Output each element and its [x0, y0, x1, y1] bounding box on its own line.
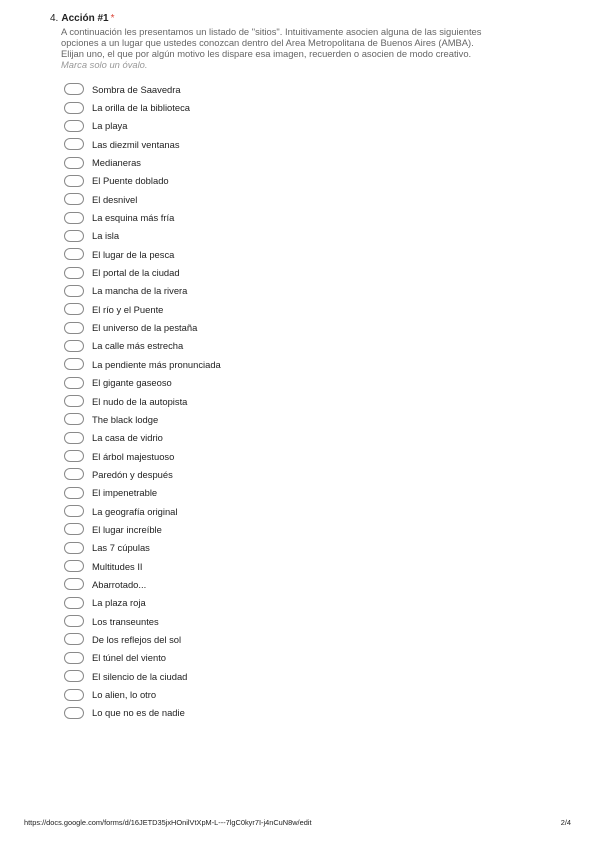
radio-option[interactable]	[64, 612, 464, 630]
radio-oval[interactable]	[64, 230, 84, 242]
radio-option-label: La geografía original	[92, 505, 178, 517]
description-line: A continuación les presentamos un listado de "sitios". Intuitivamente asocien alguna de las siguientes	[61, 26, 482, 37]
radio-option[interactable]	[64, 227, 464, 245]
radio-oval[interactable]	[64, 542, 84, 554]
radio-oval[interactable]	[64, 267, 84, 279]
footer-url: https://docs.google.com/forms/d/16JETD35jxHOnilVtXpM-L---7lgC0kyr7I-j4nCuN8w/edit	[24, 818, 312, 827]
radio-option-label: El portal de la ciudad	[92, 267, 180, 279]
radio-option[interactable]	[64, 484, 464, 502]
radio-oval[interactable]	[64, 175, 84, 187]
radio-option-label: Las diezmil ventanas	[92, 138, 180, 150]
radio-option-label: Paredón y después	[92, 468, 173, 480]
radio-option[interactable]	[64, 539, 464, 557]
radio-option[interactable]	[64, 117, 464, 135]
radio-option-label: Abarrotado...	[92, 578, 147, 590]
radio-option[interactable]	[64, 520, 464, 538]
radio-option-label: La calle más estrecha	[92, 340, 184, 352]
radio-option-label: El nudo de la autopista	[92, 395, 188, 407]
radio-oval[interactable]	[64, 413, 84, 425]
description-line: opciones a un lugar que ustedes conozcan dentro del Area Metropolitana de Buenos Aires (AMBA).	[61, 37, 474, 48]
radio-option-label: De los reflejos del sol	[92, 633, 182, 645]
radio-oval[interactable]	[64, 487, 84, 499]
radio-option[interactable]	[64, 300, 464, 318]
radio-oval[interactable]	[64, 322, 84, 334]
radio-option[interactable]	[64, 190, 464, 208]
radio-option-label: Lo alien, lo otro	[92, 689, 157, 701]
radio-option-label: La mancha de la rivera	[92, 285, 188, 297]
radio-option[interactable]	[64, 594, 464, 612]
radio-option[interactable]	[64, 465, 464, 483]
radio-option[interactable]	[64, 575, 464, 593]
radio-option[interactable]	[64, 245, 464, 263]
radio-oval[interactable]	[64, 212, 84, 224]
radio-option[interactable]	[64, 153, 464, 171]
radio-oval[interactable]	[64, 450, 84, 462]
radio-option[interactable]	[64, 429, 464, 447]
radio-oval[interactable]	[64, 633, 84, 645]
radio-oval[interactable]	[64, 358, 84, 370]
radio-oval[interactable]	[64, 505, 84, 517]
radio-option[interactable]	[64, 135, 464, 153]
radio-oval[interactable]	[64, 578, 84, 590]
radio-option-label: La isla	[92, 230, 120, 242]
radio-option-label: El gigante gaseoso	[92, 377, 172, 389]
radio-option[interactable]	[64, 318, 464, 336]
radio-option-label: El Puente doblado	[92, 175, 169, 187]
radio-option-label: El silencio de la ciudad	[92, 670, 188, 682]
radio-option-label: La playa	[92, 120, 128, 132]
radio-oval[interactable]	[64, 670, 84, 682]
radio-option[interactable]	[64, 98, 464, 116]
question-name: Acción #1	[61, 13, 109, 24]
description-line: Elijan uno, el que por algún motivo les dispare esa imagen, recuerden o asocien de modo creativo.	[61, 48, 472, 59]
radio-oval[interactable]	[64, 468, 84, 480]
radio-oval[interactable]	[64, 652, 84, 664]
radio-option[interactable]	[64, 502, 464, 520]
question-hint: Marca solo un óvalo.	[61, 59, 148, 70]
radio-option-label: El universo de la pestaña	[92, 322, 198, 334]
radio-oval[interactable]	[64, 597, 84, 609]
question-number: 4.	[50, 13, 59, 24]
radio-option[interactable]	[64, 355, 464, 373]
radio-option[interactable]	[64, 685, 464, 703]
radio-option[interactable]	[64, 80, 464, 98]
radio-option-label: La plaza roja	[92, 597, 146, 609]
radio-option-label: El lugar increíble	[92, 523, 162, 535]
radio-option-label: El árbol majestuoso	[92, 450, 175, 462]
radio-option[interactable]	[64, 410, 464, 428]
radio-option-label: Las 7 cúpulas	[92, 542, 150, 554]
radio-oval[interactable]	[64, 120, 84, 132]
radio-option[interactable]	[64, 667, 464, 685]
question-title	[50, 12, 570, 25]
radio-option[interactable]	[64, 337, 464, 355]
radio-oval[interactable]	[64, 138, 84, 150]
radio-option-label: Multitudes II	[92, 560, 143, 572]
page-footer	[24, 818, 571, 827]
radio-option-label: Lo que no es de nadie	[92, 707, 185, 719]
radio-option[interactable]	[64, 282, 464, 300]
radio-option-label: La esquina más fría	[92, 212, 175, 224]
radio-option-label: El río y el Puente	[92, 303, 164, 315]
radio-option-label: La orilla de la biblioteca	[92, 102, 190, 114]
radio-oval[interactable]	[64, 248, 84, 260]
radio-option[interactable]	[64, 557, 464, 575]
radio-option-label: The black lodge	[92, 413, 159, 425]
radio-option-label: Los transeuntes	[92, 615, 159, 627]
radio-option-label: El lugar de la pesca	[92, 248, 175, 260]
question-block	[50, 12, 570, 70]
radio-oval[interactable]	[64, 303, 84, 315]
radio-option-label: Medianeras	[92, 157, 141, 169]
radio-oval[interactable]	[64, 560, 84, 572]
radio-oval[interactable]	[64, 689, 84, 701]
radio-option[interactable]	[64, 374, 464, 392]
radio-option[interactable]	[64, 263, 464, 281]
required-marker: *	[110, 13, 115, 24]
radio-option[interactable]	[64, 649, 464, 667]
radio-oval[interactable]	[64, 83, 84, 95]
radio-oval[interactable]	[64, 102, 84, 114]
radio-option[interactable]	[64, 447, 464, 465]
radio-option-label: El desnivel	[92, 193, 138, 205]
radio-oval[interactable]	[64, 523, 84, 535]
radio-oval[interactable]	[64, 707, 84, 719]
radio-oval[interactable]	[64, 377, 84, 389]
radio-oval[interactable]	[64, 340, 84, 352]
radio-option-label: La pendiente más pronunciada	[92, 358, 221, 370]
radio-oval[interactable]	[64, 432, 84, 444]
radio-option[interactable]	[64, 630, 464, 648]
radio-option-label: Sombra de Saavedra	[92, 83, 181, 95]
question-description	[61, 26, 516, 59]
radio-option[interactable]	[64, 208, 464, 226]
radio-oval[interactable]	[64, 285, 84, 297]
radio-options-list	[64, 80, 464, 722]
radio-oval[interactable]	[64, 395, 84, 407]
radio-oval[interactable]	[64, 157, 84, 169]
radio-oval[interactable]	[64, 193, 84, 205]
page-number: 2/4	[560, 818, 571, 827]
radio-option-label: El túnel del viento	[92, 652, 167, 664]
radio-option[interactable]	[64, 392, 464, 410]
radio-option[interactable]	[64, 172, 464, 190]
radio-option[interactable]	[64, 704, 464, 722]
radio-oval[interactable]	[64, 615, 84, 627]
radio-option-label: El impenetrable	[92, 487, 158, 499]
radio-option-label: La casa de vidrio	[92, 432, 163, 444]
